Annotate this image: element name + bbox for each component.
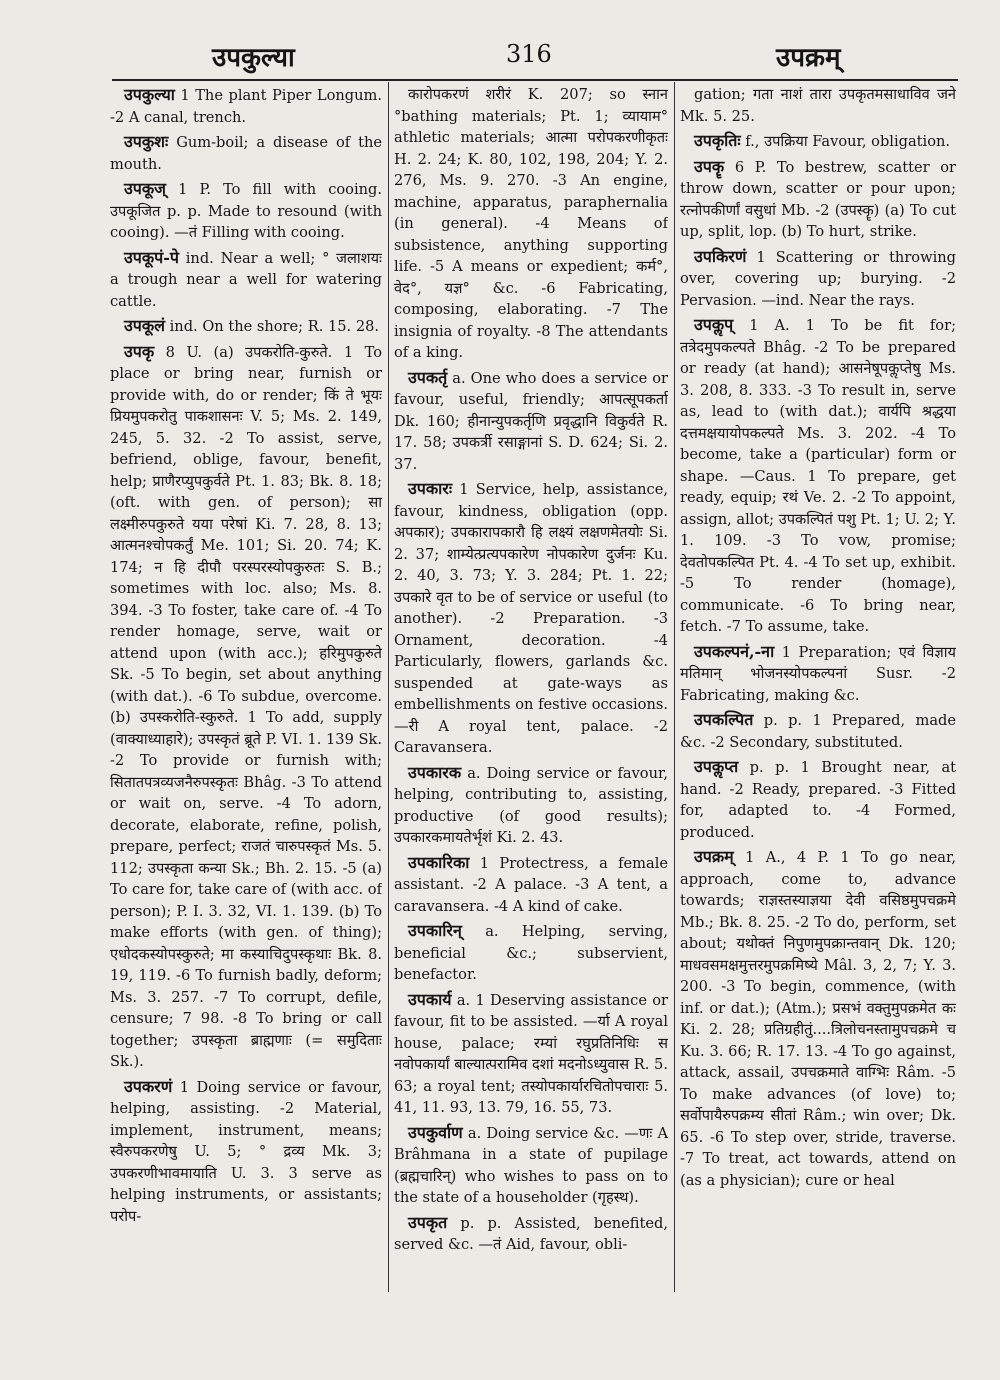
dictionary-entry — [110, 131, 382, 175]
dictionary-entry — [680, 84, 956, 127]
entry-headword: उपकूलं — [124, 316, 165, 335]
column-3 — [680, 84, 956, 1299]
dictionary-entry — [394, 1122, 668, 1209]
entry-definition: 1 A. 1 To be fit for; तत्रेदमुपकल्पते Bhâg. -2 To be prepared or ready (at hand); आसनेषूपकॢप्तेषु Ms. 3. 208, 8. 333. -3 To result in, serve as, lead to (with dat.); वार्यपि श्रद्धया दत्तमक्षयायोपकल्पते Ms. 3. 202. -4 To become, take a (particular) form or shape. —Caus. 1 To prepare, get ready, equip; रथं Ve. 2. -2 To appoint, assign, allot; उपकल्पितं पशु Pt. 1; U. 2; Y. 1. 109. -3 To vow, promise; देवतोपकल्पित Pt. 4. -4 To set up, exhibit. -5 To render (homage), communicate. -6 To bring near, fetch. -7 To assume, take. — [680, 317, 956, 635]
entry-headword: उपकारिका — [408, 852, 470, 872]
entry-definition: कारोपकरणं शरीरं K. 207; so स्नान °bathing materials; Pt. 1; व्यायाम° athletic materials; आत्मा परोपकरणीकृतः H. 2. 24; K. 80, 102, 198, 204; Y. 2. 276, Ms. 9. 270. -3 An engine, machine, apparatus, paraphernalia (in general). -4 Means of subsistence, anything supporting life. -5 A means or expedient; कर्म°, वेद°, यज्ञ° &c. -6 Fabricating, composing, elaborating. -7 The insignia of royalty. -8 The attendants of a king. — [394, 86, 668, 361]
entry-headword: उपकूज् — [124, 179, 167, 198]
entry-definition: 1 Preparation; एवं विज्ञाय मतिमान् भोजनस्योपकल्पनां Susr. -2 Fabricating, making &c. — [680, 643, 956, 704]
column-divider — [388, 82, 389, 1292]
dictionary-entry — [110, 178, 382, 244]
dictionary-entry — [394, 478, 668, 759]
entry-headword: उपकॢप्त — [694, 757, 739, 776]
dictionary-entry — [394, 852, 668, 918]
entry-definition: p. p. 1 Prepared, made &c. -2 Secondary, substituted. — [680, 712, 956, 751]
dictionary-entry — [394, 989, 668, 1119]
entry-headword: उपक्रम् — [694, 847, 734, 866]
entry-headword: उपकुशः — [124, 132, 169, 151]
entry-definition: a. One who does a service or favour, useful, friendly; आपत्सूपकर्ता Dk. 160; हीनान्युपकर्तृणि प्रवृद्धानि विकुर्वते R. 17. 58; उपकर्त्री रसाङ्गानां S. D. 624; Si. 2. 37. — [394, 369, 668, 473]
dictionary-entry — [110, 341, 382, 1073]
entry-headword: उपकूपं-पे — [124, 247, 179, 267]
entry-headword: उपकारक — [408, 762, 462, 782]
dictionary-entry — [110, 315, 382, 338]
entry-definition: Gum-boil; a disease of the mouth. — [110, 134, 382, 173]
entry-headword: उपकारिन् — [408, 921, 462, 940]
entry-definition: 8 U. (a) उपकरोति-कुरुते. 1 To place or bring near, furnish or provide with, do or render; किं ते भूयः प्रियमुपकरोतु पाकशासनः V. 5; Ms. 2. 149, 245, 5. 32. -2 To assist, serve, befriend, oblige, favour, benefit, help; प्राणैरप्युपकुर्वते Pt. 1. 83; Bk. 8. 18; (oft. with gen. of person); सा लक्ष्मीरुपकुरुते यया परेषां Ki. 7. 28, 8. 13; आत्मनश्चोपकर्तुं Me. 101; Si. 20. 74; K. 174; न हि दीपौ परस्परस्योपकुरुतः S. B.; sometimes with loc. also; Ms. 8. 394. -3 To foster, take care of. -4 To render homage, serve, wait or attend upon (with acc.); हरिमुपकुरुते Sk. -5 To begin, set about anything (with dat.). -6 To subdue, overcome. (b) उपस्करोति-स्कुरुते. 1 To add, supply (वाक्याध्याहारे); उपस्कृतं ब्रूते P. VI. 1. 139 Sk. -2 To provide or furnish with; सितातपत्रव्यजनैरुपस्कृतः Bhâg. -3 To attend or wait on, serve. -4 To adorn, decorate, elaborate, refine, polish, prepare, perfect; राजतं चारुपस्कृतं Ms. 5. 112; उपस्कृता कन्या Sk.; Bh. 2. 15. -5 (a) To care for, take care of (with acc. of person); P. I. 3. 32, VI. 1. 139. (b) To make efforts (with gen. of thing); एधोदकस्योपस्कुरुते; मा कस्याचिदुपस्कृथाः Bk. 8. 19, 119. -6 To furnish badly, deform; Ms. 3. 257. -7 To corrupt, defile, censure; 7 98. -8 To bring or call together; उपस्कृता ब्राह्मणाः (= समुदिताः Sk.). — [110, 343, 382, 1070]
dictionary-entry — [680, 130, 956, 153]
dictionary-entry — [394, 1212, 668, 1256]
entry-definition: p. p. 1 Brought near, at hand. -2 Ready, prepared. -3 Fitted for, adapted to. -4 Formed, produced. — [680, 759, 956, 841]
dictionary-entry — [394, 762, 668, 849]
dictionary-entry — [110, 247, 382, 313]
dictionary-entry — [110, 1076, 382, 1228]
page-number: 316 — [506, 40, 552, 68]
entry-headword: उपकृ — [124, 341, 155, 361]
entry-definition: 1 P. To fill with cooing. उपकूजित p. p. Made to resound (with cooing). —तं Filling with cooing. — [110, 181, 382, 241]
entry-headword: उपकॢप् — [694, 315, 734, 334]
entry-headword: उपकर्तृ — [408, 367, 448, 387]
dictionary-entry — [394, 84, 668, 364]
dictionary-entry — [680, 846, 956, 1191]
header-left-word: उपकुल्या — [212, 43, 295, 73]
dictionary-entry — [680, 709, 956, 753]
entry-definition: 1 Doing service or favour, helping, assisting. -2 Material, implement, instrument, means; स्वैरुपकरणेषु U. 5; ° द्रव्य Mk. 3; उपकरणीभावमायाति U. 3. 3 serve as helping instruments, or assistants; परोप- — [110, 1078, 382, 1225]
header-right-word: उपक्रम् — [776, 43, 841, 73]
entry-definition: f., उपक्रिया Favour, obligation. — [745, 133, 951, 150]
entry-definition: 6 P. To bestrew, scatter or throw down, scatter or pour upon; रत्नोपकीर्णां वसुधां Mb. -2 (उपस्कॄ) (a) To cut up, split, lop. (b) To hurt, strike. — [680, 158, 956, 240]
entry-definition: 1 Scattering or throwing over, covering up; burying. -2 Pervasion. —ind. Near the rays. — [680, 248, 956, 309]
entry-headword: उपकल्पनं,-ना — [694, 641, 775, 661]
entry-headword: उपकॄ — [694, 156, 725, 176]
running-header — [0, 38, 1000, 78]
entry-headword: उपकरणं — [124, 1076, 173, 1096]
dictionary-entry — [680, 314, 956, 638]
entry-definition: ind. On the shore; R. 15. 28. — [169, 318, 380, 335]
entry-definition: a. Doing service or favour, helping, contributing to, assisting, productive (of good results); उपकारकमायतेर्भृशं Ki. 2. 43. — [394, 764, 668, 846]
entry-headword: उपकारः — [408, 479, 453, 498]
entry-headword: उपकुल्या — [124, 85, 175, 104]
entry-headword: उपकिरणं — [694, 246, 747, 266]
entry-definition: p. p. Assisted, benefited, served &c. —तं Aid, favour, obli- — [394, 1214, 668, 1253]
column-2 — [394, 84, 668, 1299]
entry-headword: उपकुर्वाण — [408, 1122, 463, 1142]
entry-headword: उपकल्पित — [694, 710, 754, 729]
dictionary-entry — [680, 641, 956, 707]
entry-definition: a. 1 Deserving assistance or favour, fit to be assisted. —र्या A royal house, palace; रम्यां रघुप्रतिनिधिः स नवोपकार्यां बाल्यात्परामिव दशां मदनोऽध्युवास R. 5. 63; a royal tent; तस्योपकार्यारचितोपचाराः 5. 41, 11. 93, 13. 79, 16. 55, 73. — [394, 991, 668, 1116]
entry-headword: उपकृतिः — [694, 131, 741, 150]
entry-definition: a. Helping, serving, beneficial &c.; subservient, benefactor. — [394, 923, 668, 983]
dictionary-entry — [394, 367, 668, 476]
entry-headword: उपकृत — [408, 1212, 448, 1232]
entry-headword: उपकार्य — [408, 989, 452, 1009]
column-divider — [674, 82, 675, 1292]
entry-definition: a. Doing service &c. —णः A Brâhmana in a state of pupilage (ब्रह्मचारिन्) who wishes to pass on to the state of a householder (गृहस्थ). — [394, 1124, 668, 1206]
dictionary-entry — [394, 920, 668, 986]
dictionary-entry — [680, 156, 956, 243]
entry-definition: 1 Protectress, a female assistant. -2 A palace. -3 A tent, a caravansera. -4 A kind of cake. — [394, 854, 668, 915]
dictionary-entry — [110, 84, 382, 128]
column-1 — [110, 84, 382, 1299]
entry-definition: 1 A., 4 P. 1 To go near, approach, come to, advance towards; राज्ञस्तस्याज्ञया देवी वसिष्ठमुपचक्रमे Mb.; Bk. 8. 25. -2 To do, perform, set about; यथोक्तं निपुणमुपक्रान्तवान् Dk. 120; माधवसमक्षमुत्तरमुपक्रमिष्ये Mâl. 3, 2, 7; Y. 3. 200. -3 To begin, commence, (with inf. or dat.); (Atm.); प्रसभं वक्तुमुपक्रमेत कः Ki. 2. 28; प्रतिग्रहीतुं....त्रिलोचनस्तामुपचक्रमे च Ku. 3. 66; R. 17. 13. -4 To go against, attack, assail, उपचक्रमाते वाग्भिः Râm. -5 To make advances (of love) to; सर्वोपायैरुपक्रम्य सीतां Râm.; win over; Dk. 65. -6 To step over, stride, traverse. -7 To treat, act towards, attend on (as a physician); cure or heal — [680, 849, 956, 1189]
entry-definition: 1 The plant Piper Longum. -2 A canal, trench. — [110, 87, 382, 126]
dictionary-entry — [680, 756, 956, 843]
entry-definition: gation; गता नाशं तारा उपकृतमसाधाविव जने Mk. 5. 25. — [680, 86, 956, 125]
entry-definition: ind. Near a well; ° जलाशयः a trough near a well for watering cattle. — [110, 249, 382, 310]
entry-definition: 1 Service, help, assistance, favour, kindness, obligation (opp. अपकार); उपकारापकारौ हि लक्ष्यं लक्षणमेतयोः Si. 2. 37; शाम्येत्प्रत्यपकारेण नोपकारेण दुर्जनः Ku. 2. 40, 3. 73; Y. 3. 284; Pt. 1. 22; उपकारे वृत to be of service or useful (to another). -2 Preparation. -3 Ornament, decoration. -4 Particularly, flowers, garlands &c. suspended at gate-ways as embellishments on festive occasions. —री A royal tent, palace. -2 Caravansera. — [394, 481, 668, 756]
header-rule — [112, 79, 958, 81]
dictionary-entry — [680, 246, 956, 312]
